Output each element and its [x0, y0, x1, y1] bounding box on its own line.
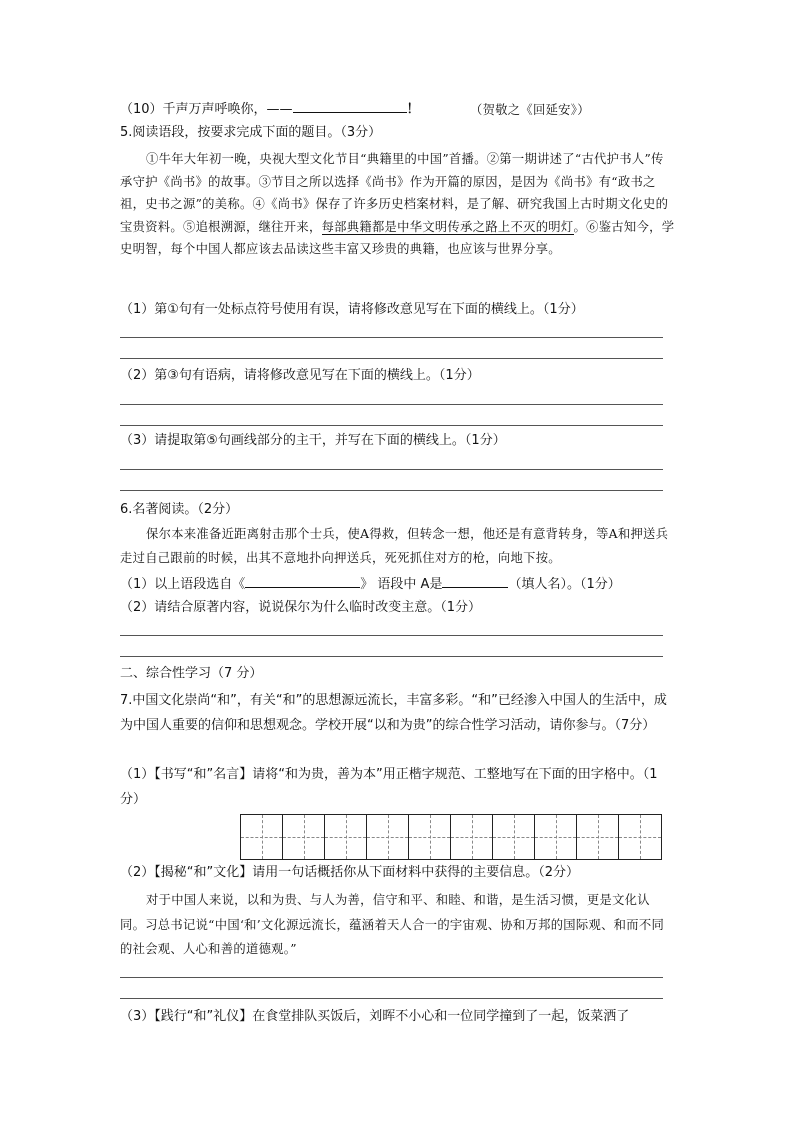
tianzige-cell[interactable] — [577, 815, 619, 859]
q5-sub1: （1）第①句有一处标点符号使用有误，请将修改意见写在下面的横线上。（1分） — [120, 302, 584, 317]
q6-title: 6.名著阅读。（2分） — [120, 502, 239, 517]
q6-sub1-text-c: （填人名）。（1分） — [508, 577, 621, 592]
q5-sub1-answer-line-2[interactable] — [120, 358, 663, 359]
q5-sub3-answer-line-1[interactable] — [120, 469, 663, 470]
q7-intro: 7.中国文化崇尚“和”，有关“和”的思想源远流长，丰富多彩。“和”已经渗入中国人的生活中，成为中国人重要的信仰和思想观念。学校开展“以和为贵”的综合性学习活动，请你参与。（7分） — [120, 693, 667, 733]
tianzige-cell[interactable] — [367, 815, 409, 859]
q6-passage: 保尔本来准备近距离射击那个士兵，使A得救，但转念一想，他还是有意背转身，等A和押送兵走过自己跟前的时候，出其不意地扑向押送兵，死死抓住对方的枪，向地下按。 — [120, 527, 669, 565]
q5-sub3-answer-line-2[interactable] — [120, 490, 663, 491]
q5-sub3: （3）请提取第⑤句画线部分的主干，并写在下面的横线上。（1分） — [120, 433, 506, 448]
q4-10-answer-blank[interactable] — [293, 98, 407, 113]
q7-sub2-answer-line-2[interactable] — [120, 998, 663, 999]
q4-10-suffix: ！ — [406, 102, 420, 117]
q5-sub2: （2）第③句有语病，请将修改意见写在下面的横线上。（1分） — [120, 368, 480, 383]
tianzige-cell[interactable] — [241, 815, 283, 859]
q5-title: 5.阅读语段，按要求完成下面的题目。（3分） — [120, 125, 382, 140]
tianzige-cell[interactable] — [535, 815, 577, 859]
q7-sub3: （3）【践行“和”礼仪】在食堂排队买饭后，刘晖不小心和一位同学撞到了一起，饭菜洒了 — [120, 1009, 630, 1024]
q6-answer-line-1[interactable] — [120, 635, 663, 636]
q6-answer-line-2[interactable] — [120, 656, 663, 657]
tianzige-cell[interactable] — [493, 815, 535, 859]
q7-sub2: （2）【揭秘“和”文化】请用一句话概括你从下面材料中获得的主要信息。（2分） — [120, 865, 580, 880]
q5-sub2-answer-line-1[interactable] — [120, 404, 663, 405]
q5-sub2-answer-line-2[interactable] — [120, 425, 663, 426]
q6-sub1-text-a: （1）以上语段选自《 — [120, 577, 246, 592]
q6-book-title-blank[interactable] — [245, 573, 360, 588]
tianzige-cell[interactable] — [451, 815, 493, 859]
q6-sub1-text-b: 》 语段中 A是 — [360, 577, 443, 592]
q7-sub2-answer-line-1[interactable] — [120, 977, 663, 978]
section2-heading: 二、综合性学习（7 分） — [120, 666, 263, 681]
tianzige-cell[interactable] — [409, 815, 451, 859]
q4-10-source: （贺敬之《回延安》） — [470, 103, 590, 117]
q4-10-prefix: （10）千声万声呼唤你，—— — [120, 102, 293, 117]
tianzige-grid[interactable] — [240, 814, 662, 860]
q4-10-line — [120, 98, 420, 120]
tianzige-cell[interactable] — [325, 815, 367, 859]
q5-passage-part1: ①牛年大年初一晚，央视大型文化节目“典籍里的中国”首播。②第一期讲述了“古代护书人”传承守护《尚书》的故事。③节目之所以选择《尚书》作为开篇的原因，是因为《尚书》有“政书之祖，史书之源”的美称。④《尚书》保存了许多历史档案材料，是了解、研究我国上古时期文化史的宝贵资料。⑤追根溯源，继往开来， — [120, 152, 669, 234]
q5-passage-part2: 。⑥鉴古知今，学史明智，每个中国人都应该去品读这些丰富又珍贵的典籍，也应该与世界分享。 — [120, 219, 675, 256]
q6-person-name-blank[interactable] — [442, 573, 508, 588]
q5-passage — [120, 148, 675, 261]
q5-passage-underlined: 每部典籍都是中华文明传承之路上不灭的明灯 — [321, 219, 574, 234]
q7-material: 对于中国人来说，以和为贵、与人为善，信守和平、和睦、和谐，是生活习惯，更是文化认同。习总书记说“中国‘和’文化源远流长，蕴涵着天人合一的宇宙观、协和万邦的国际观、和而不同的社会观、人心和善的道德观。” — [120, 893, 665, 956]
q6-sub2: （2）请结合原著内容，说说保尔为什么临时改变主意。（1分） — [120, 600, 482, 615]
q5-sub1-answer-line-1[interactable] — [120, 337, 663, 338]
tianzige-cell[interactable] — [619, 815, 661, 859]
q7-sub1: （1）【书写“和”名言】请将“和为贵，善为本”用正楷字规范、工整地写在下面的田字格中。（1分） — [120, 767, 658, 807]
q6-sub1 — [120, 573, 621, 595]
tianzige-cell[interactable] — [283, 815, 325, 859]
